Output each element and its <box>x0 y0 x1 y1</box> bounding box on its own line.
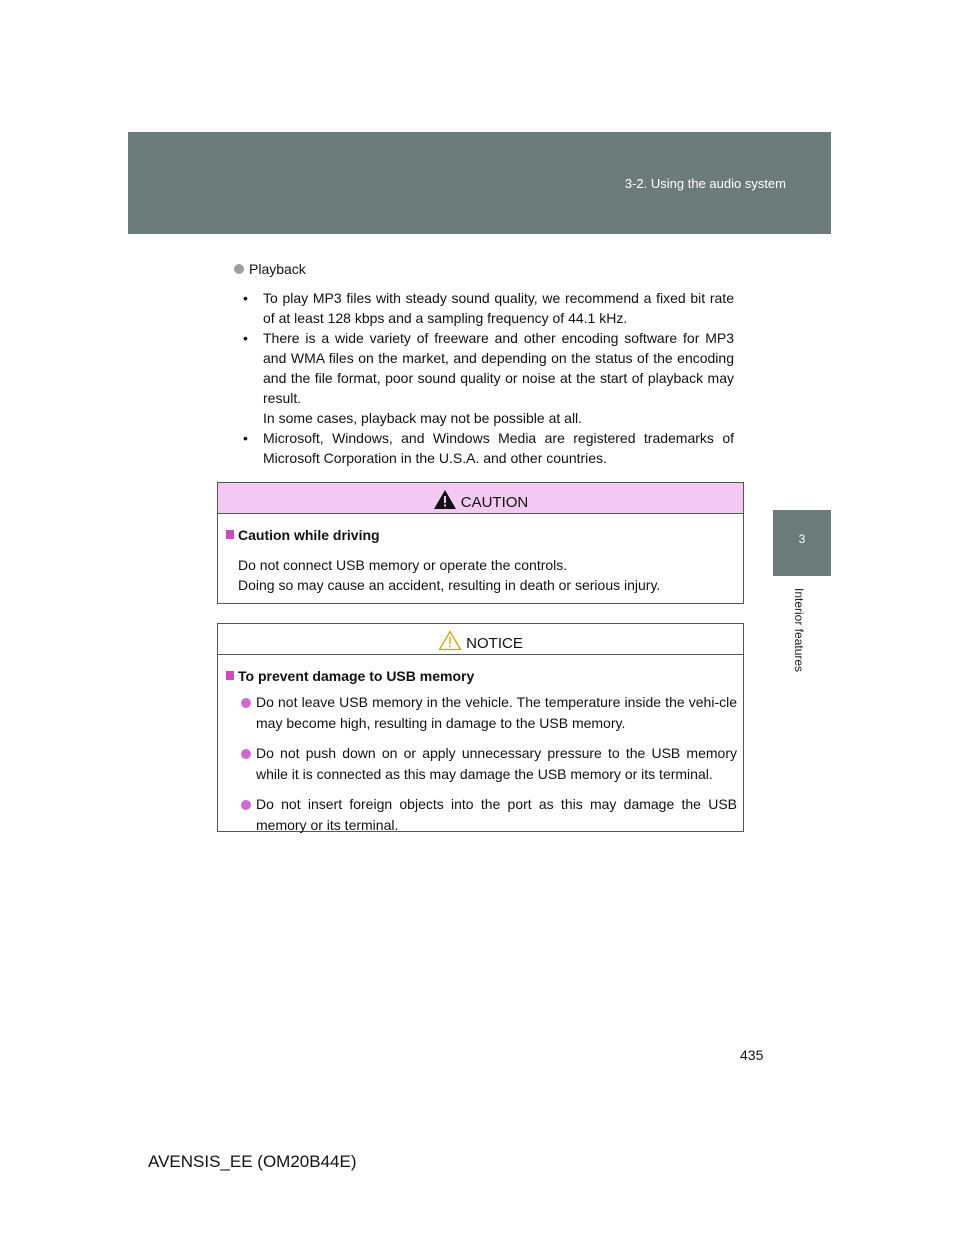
bullet-icon: • <box>243 330 248 346</box>
list-item <box>234 428 734 468</box>
caution-header <box>218 483 743 514</box>
list-item-text: In some cases, playback may not be possible at all. <box>263 410 583 426</box>
list-item <box>226 794 743 836</box>
warning-filled-icon <box>433 489 457 510</box>
list-item-text: Do not push down on or apply unnecessary pressure to the USB memory while it is connected as this may damage the USB memory or its terminal. <box>256 745 737 782</box>
list-item <box>234 328 734 428</box>
warning-outline-icon <box>438 630 462 651</box>
notice-body <box>218 655 743 836</box>
list-item <box>226 743 743 785</box>
caution-title: CAUTION <box>460 494 529 511</box>
list-item-text: Do not leave USB memory in the vehicle. The temperature inside the vehi-cle may become high, resulting in damage to the USB memory. <box>256 694 737 731</box>
footer-code: AVENSIS_EE (OM20B44E) <box>148 1152 357 1171</box>
caution-box <box>217 482 744 604</box>
notice-title: NOTICE <box>466 635 523 652</box>
notice-list <box>226 692 743 836</box>
chapter-label: Interior features <box>792 588 806 673</box>
square-bullet-icon <box>226 671 234 680</box>
bullet-icon: • <box>243 430 248 446</box>
square-bullet-icon <box>226 530 234 539</box>
caution-text <box>238 555 743 595</box>
playback-list <box>234 288 734 468</box>
notice-subheading: To prevent damage to USB memory <box>238 668 475 684</box>
list-item-text: To play MP3 files with steady sound quality, we recommend a fixed bit rate of at least 128 kbps and a sampling frequency of 44.1 kHz. <box>263 290 734 326</box>
caution-subheading-row <box>226 525 743 545</box>
list-item-text: Microsoft, Windows, and Windows Media are registered trademarks of Microsoft Corporation in the U.S.A. and other countries. <box>263 430 734 466</box>
list-item-text: Do not insert foreign objects into the port as this may damage the USB memory or its terminal. <box>256 796 737 833</box>
chapter-number: 3 <box>798 532 806 546</box>
page-number: 435 <box>740 1047 764 1063</box>
caution-text-line: Doing so may cause an accident, resulting in death or serious injury. <box>238 577 661 593</box>
caution-text-line: Do not connect USB memory or operate the controls. <box>238 557 568 573</box>
list-item-text: There is a wide variety of freeware and other encoding software for MP3 and WMA files on the market, and depending on the status of the encoding and the file format, poor sound quality or noise at the start of playback may result. <box>263 330 734 406</box>
bullet-icon: • <box>243 290 248 306</box>
playback-heading: Playback <box>249 261 306 277</box>
bullet-dot-icon <box>241 800 251 810</box>
caution-body <box>218 514 743 595</box>
chapter-label-wrap <box>792 588 814 688</box>
playback-heading-row <box>234 258 734 280</box>
section-title: 3-2. Using the audio system <box>624 176 786 191</box>
chapter-tab <box>773 510 831 576</box>
header-band <box>128 132 831 234</box>
bullet-dot-icon <box>241 749 251 759</box>
list-item <box>226 692 743 734</box>
notice-subheading-row <box>226 666 743 686</box>
list-item <box>234 288 734 328</box>
bullet-dot-icon <box>234 264 244 274</box>
playback-section <box>234 258 734 468</box>
caution-subheading: Caution while driving <box>238 527 380 543</box>
bullet-dot-icon <box>241 698 251 708</box>
notice-box <box>217 623 744 832</box>
notice-header <box>218 624 743 655</box>
